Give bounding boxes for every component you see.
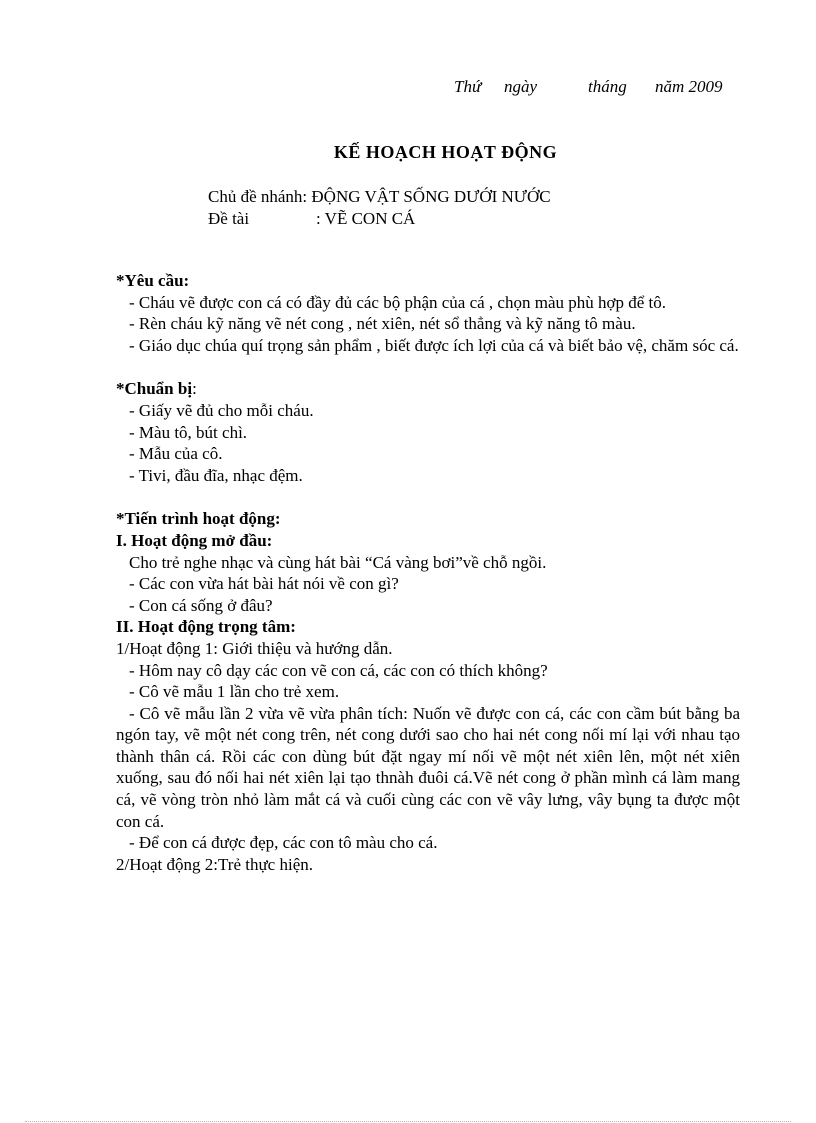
process-heading: *Tiến trình hoạt động: xyxy=(116,509,281,529)
requirement-item: - Rèn cháu kỹ năng vẽ nét cong , nét xiên, nét sổ thẳng và kỹ năng tô màu. xyxy=(129,314,636,334)
branch-label: Chủ đề nhánh: xyxy=(208,187,308,206)
topic-label: Đề tài xyxy=(208,209,250,228)
preparation-heading-colon: : xyxy=(192,379,197,399)
branch-value: ĐỘNG VẬT SỐNG DƯỚI NƯỚC xyxy=(311,187,551,206)
activity1-heading: 1/Hoạt động 1: Giới thiệu và hướng dẫn. xyxy=(116,638,393,658)
subject-block xyxy=(208,186,551,230)
preparation-item: - Mẫu của cô. xyxy=(129,444,223,464)
part2-item: - Hôm nay cô dạy các con vẽ con cá, các con có thích không? xyxy=(129,660,548,680)
date-date: ngày xyxy=(504,77,538,96)
date-year: năm 2009 xyxy=(655,77,723,96)
spacer xyxy=(116,486,740,508)
requirement-item: - Giáo dục chúa quí trọng sản phẩm , biết được ích lợi của cá và biết bảo vệ, chăm sóc cá. xyxy=(129,335,739,355)
part2-heading: II. Hoạt động trọng tâm: xyxy=(116,617,296,637)
part1-item: - Con cá sống ở đâu? xyxy=(129,595,273,615)
preparation-item: - Tivi, đầu đĩa, nhạc đệm. xyxy=(129,465,303,485)
requirement-item: - Cháu vẽ được con cá có đầy đủ các bộ phận của cá , chọn màu phù hợp để tô. xyxy=(129,292,667,312)
part2-item: - Cô vẽ mẫu 1 lần cho trẻ xem. xyxy=(129,682,340,702)
page-title: KẾ HOẠCH HOẠT ĐỘNG xyxy=(333,142,558,162)
part2-item: - Cô vẽ mẫu lần 2 vừa vẽ vừa phân tích: Nuốn vẽ được con cá, các con cầm bút bằng ba ngón tay, vẽ một nét cong trên, nét cong dưới sao cho hai nét cong nối mí lại với nhau tạo thành thân cá. Rồi các con dùng bút đặt ngay mí nối vẽ một nét xiên lên, một nét xiên xuống, sau đó nối hai nét xiên lại tạo thnàh đuôi cá.Vẽ nét cong ở phần mình cá làm mang cá, vẽ vòng tròn nhỏ làm mắt cá và cuối cùng các con vẽ vây lưng, vây bụng ta được một con cá. xyxy=(116,703,740,831)
topic-value: : VẼ CON CÁ xyxy=(316,209,416,228)
preparation-item: - Giấy vẽ đủ cho mỗi cháu. xyxy=(129,400,314,420)
page-bottom-border xyxy=(25,1121,791,1122)
part1-item: - Các con vừa hát bài hát nói về con gì? xyxy=(129,574,399,594)
part1-heading: I. Hoạt động mở đầu: xyxy=(116,530,273,550)
spacer xyxy=(116,356,740,378)
document-body xyxy=(116,270,740,875)
part2-item: - Để con cá được đẹp, các con tô màu cho cá. xyxy=(129,833,438,853)
date-day: Thứ xyxy=(454,77,482,96)
preparation-heading: *Chuẩn bị xyxy=(116,379,193,399)
preparation-item: - Màu tô, bút chì. xyxy=(129,422,248,442)
date-line xyxy=(454,77,723,97)
date-month: tháng xyxy=(588,77,627,96)
requirements-heading: *Yêu cầu: xyxy=(116,271,190,290)
preparation-heading-line xyxy=(116,378,740,400)
activity2-heading: 2/Hoạt động 2:Trẻ thực hiện. xyxy=(116,854,313,874)
part1-item: Cho trẻ nghe nhạc và cùng hát bài “Cá vàng bơi”về chỗ ngồi. xyxy=(129,552,547,572)
